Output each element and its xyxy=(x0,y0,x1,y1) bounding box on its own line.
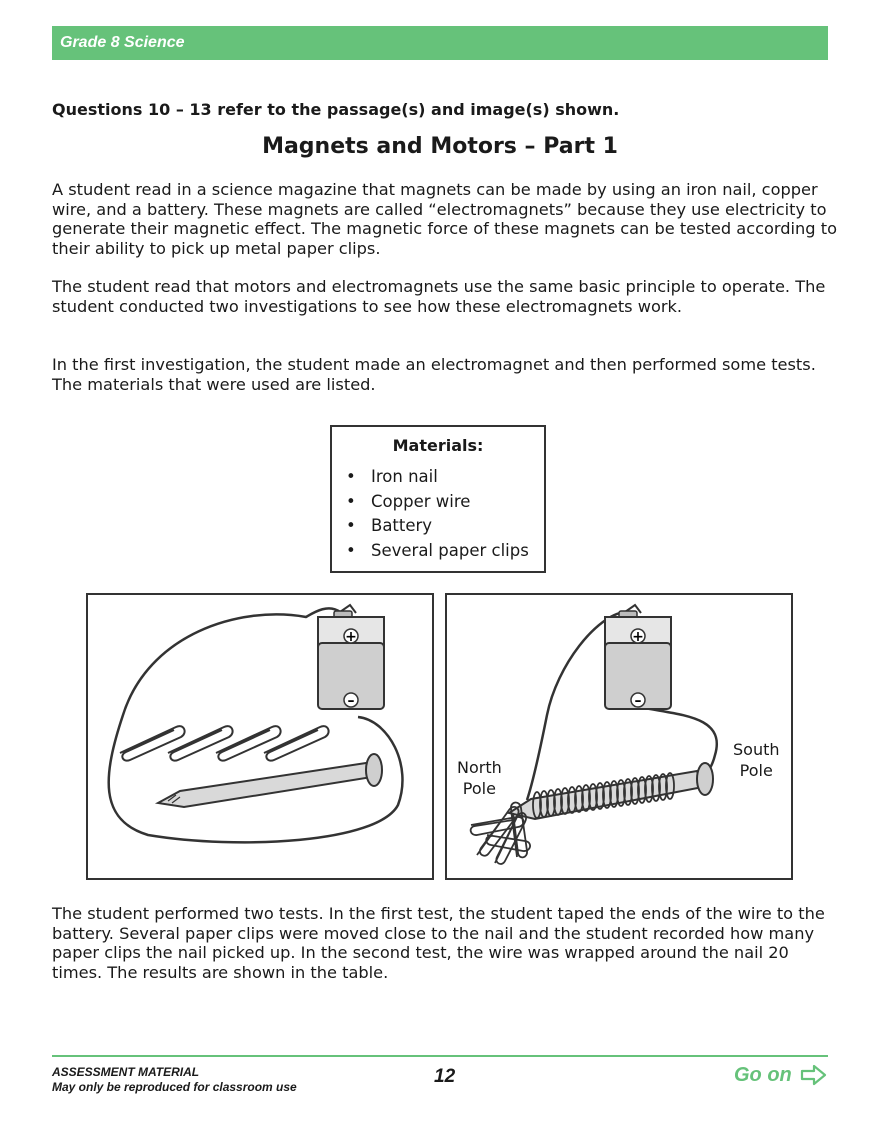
figure-electromagnet xyxy=(445,593,793,880)
go-on-link[interactable]: Go on xyxy=(734,1064,792,1086)
paper-clips-icon xyxy=(120,726,329,761)
figure-materials-loose xyxy=(86,593,434,880)
svg-text:+: + xyxy=(345,629,357,645)
south-pole-text: South Pole xyxy=(733,740,780,780)
footer-notice xyxy=(52,1065,297,1095)
list-item xyxy=(346,539,544,564)
material-label: Battery xyxy=(371,516,433,535)
materials-title: Materials: xyxy=(392,436,484,455)
header-title: Grade 8 Science xyxy=(60,34,185,51)
questions-reference: Questions 10 – 13 refer to the passage(s) and image(s) shown. xyxy=(52,100,620,119)
bullet: • xyxy=(346,516,356,535)
svg-text:+: + xyxy=(632,629,644,645)
footer-notice-line2: May only be reproduced for classroom use xyxy=(52,1080,297,1094)
paragraph-4: The student performed two tests. In the first test, the student taped the ends of the wire to the battery. Several paper clips were moved close to the nail and the student recorded how many paper clips the nail picked up. In the second test, the wire was wrapped around the nail 20 times. The results are shown in the table. xyxy=(52,904,825,982)
bullet: • xyxy=(346,467,356,486)
iron-nail-icon xyxy=(158,754,382,807)
svg-text:–: – xyxy=(347,693,355,709)
battery-icon xyxy=(318,611,384,709)
svg-text:–: – xyxy=(634,693,642,709)
material-label: Copper wire xyxy=(371,491,471,511)
paragraph-3: In the first investigation, the student made an electromagnet and then performed some tests. The materials that were used are listed. xyxy=(52,355,816,394)
paper-clips-icon xyxy=(471,802,530,863)
materials-list xyxy=(332,465,544,563)
bullet: • xyxy=(346,540,356,560)
electromagnet-illustration xyxy=(447,595,791,878)
header-bar xyxy=(52,26,828,60)
page-title: Magnets and Motors – Part 1 xyxy=(262,134,618,159)
page-number: 12 xyxy=(434,1066,456,1087)
paragraph-1: A student read in a science magazine that magnets can be made by using an iron nail, copper wire, and a battery. These magnets are called “electromagnets” because they use electricity to generate their magnetic effect. The magnetic force of these magnets can be tested according to their ability to pick up metal paper clips. xyxy=(52,180,837,258)
footer-notice-line1: ASSESSMENT MATERIAL xyxy=(52,1065,200,1079)
north-pole-label xyxy=(457,757,502,799)
go-on-arrow-icon[interactable] xyxy=(800,1063,828,1087)
battery-icon xyxy=(605,611,671,709)
north-pole-text: North Pole xyxy=(457,758,502,798)
material-label: Iron nail xyxy=(371,467,438,486)
list-item xyxy=(346,490,544,515)
wire-coil-icon xyxy=(533,773,674,818)
footer-divider xyxy=(52,1055,828,1057)
paragraph-2: The student read that motors and electromagnets use the same basic principle to operate. The student conducted two investigations to see how these electromagnets work. xyxy=(52,277,826,316)
list-item xyxy=(346,514,544,539)
materials-illustration xyxy=(88,595,432,878)
south-pole-label xyxy=(733,739,780,781)
materials-box xyxy=(330,425,546,573)
bullet: • xyxy=(346,491,356,511)
material-label: Several paper clips xyxy=(371,540,529,560)
list-item xyxy=(346,465,544,490)
